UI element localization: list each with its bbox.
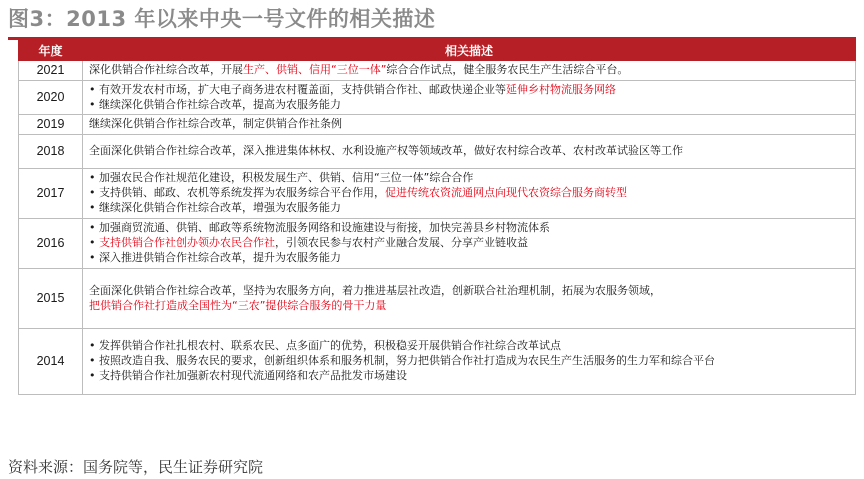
description-line <box>89 117 849 132</box>
description-line <box>89 369 849 384</box>
description-cell <box>83 169 856 219</box>
table-row <box>19 329 856 395</box>
description-line <box>89 251 849 266</box>
table-row <box>19 169 856 219</box>
description-text: • 支持供销、邮政、农机等系统发挥为农服务综合平台作用， <box>89 186 385 200</box>
year-cell: 2017 <box>19 169 83 219</box>
header-year: 年度 <box>19 41 83 61</box>
description-text: 综合合作试点，健全服务农民生产生活综合平台。 <box>386 63 629 77</box>
highlighted-text: 延伸乡村物流服务网络 <box>505 82 616 96</box>
year-cell: 2021 <box>19 61 83 81</box>
year-cell: 2020 <box>19 81 83 115</box>
description-line <box>89 339 849 354</box>
description-line <box>89 354 849 369</box>
description-cell <box>83 135 856 169</box>
description-text: 深化供销合作社综合改革，开展 <box>89 63 243 77</box>
description-text: • 继续深化供销合作社综合改革，提高为农服务能力 <box>89 97 341 111</box>
highlighted-text: 生产、供销、信用“三位一体” <box>243 63 387 77</box>
description-line <box>89 221 849 236</box>
policy-table <box>18 40 856 395</box>
highlighted-text: 促进传统农资流通网点向现代农资综合服务商转型 <box>384 186 627 200</box>
description-text: 全面深化供销合作社综合改革，深入推进集体林权、水利设施产权等领域改革，做好农村综合改革、农村改革试验区等工作 <box>89 144 683 158</box>
table-row <box>19 61 856 81</box>
header-description: 相关描述 <box>83 41 856 61</box>
table-header-row <box>19 41 856 61</box>
description-line <box>89 201 849 216</box>
source-note: 资料来源：国务院等，民生证券研究院 <box>8 458 264 476</box>
description-text: • 支持供销合作社加强新农村现代流通网络和农产品批发市场建设 <box>89 368 407 382</box>
description-text: • 加强商贸流通、供销、邮政等系统物流服务网络和设施建设与衔接，加快完善县乡村物流体系 <box>89 221 550 235</box>
year-cell: 2015 <box>19 269 83 329</box>
description-text: 继续深化供销合作社综合改革，制定供销合作社条例 <box>89 117 342 131</box>
description-cell <box>83 219 856 269</box>
year-cell: 2016 <box>19 219 83 269</box>
description-text: 全面深化供销合作社综合改革，坚持为农服务方向，着力推进基层社改造，创新联合社治理机制，拓展为农服务领域， <box>89 283 661 297</box>
table-row <box>19 269 856 329</box>
description-text: • 有效开发农村市场，扩大电子商务进农村覆盖面，支持供销合作社、邮政快递企业等 <box>89 82 506 96</box>
description-text: • 继续深化供销合作社综合改革，增强为农服务能力 <box>89 200 341 214</box>
description-line <box>89 98 849 113</box>
description-line <box>89 284 849 299</box>
table-row <box>19 135 856 169</box>
highlighted-text: 支持供销合作社创办领办农民合作社 <box>99 236 275 250</box>
description-line <box>89 83 849 98</box>
description-line <box>89 171 849 186</box>
table-row <box>19 115 856 135</box>
highlighted-text: 把供销合作社打造成全国性为“三农”提供综合服务的骨干力量 <box>89 298 387 312</box>
description-text: • <box>89 236 99 250</box>
description-cell <box>83 329 856 395</box>
description-text: • 发挥供销合作社扎根农村、联系农民、点多面广的优势，积极稳妥开展供销合作社综合改革试点 <box>89 339 561 353</box>
description-line <box>89 144 849 159</box>
description-cell <box>83 269 856 329</box>
description-text: • 按照改造自我、服务农民的要求，创新组织体系和服务机制，努力把供销合作社打造成为农民生产生活服务的生力军和综合平台 <box>89 354 715 368</box>
description-cell <box>83 81 856 115</box>
year-cell: 2018 <box>19 135 83 169</box>
description-line <box>89 236 849 251</box>
description-line <box>89 299 849 314</box>
description-cell <box>83 61 856 81</box>
year-cell: 2019 <box>19 115 83 135</box>
description-line <box>89 186 849 201</box>
description-cell <box>83 115 856 135</box>
table-row <box>19 81 856 115</box>
description-text: ，引领农民参与农村产业融合发展、分享产业链收益 <box>275 236 528 250</box>
year-cell: 2014 <box>19 329 83 395</box>
figure-title: 图3：2013 年以来中央一号文件的相关描述 <box>8 7 436 31</box>
description-line <box>89 63 849 78</box>
description-text: • 深入推进供销合作社综合改革，提升为农服务能力 <box>89 250 341 264</box>
table-row <box>19 219 856 269</box>
description-text: • 加强农民合作社规范化建设，积极发展生产、供销、信用“三位一体”综合合作 <box>89 171 474 185</box>
